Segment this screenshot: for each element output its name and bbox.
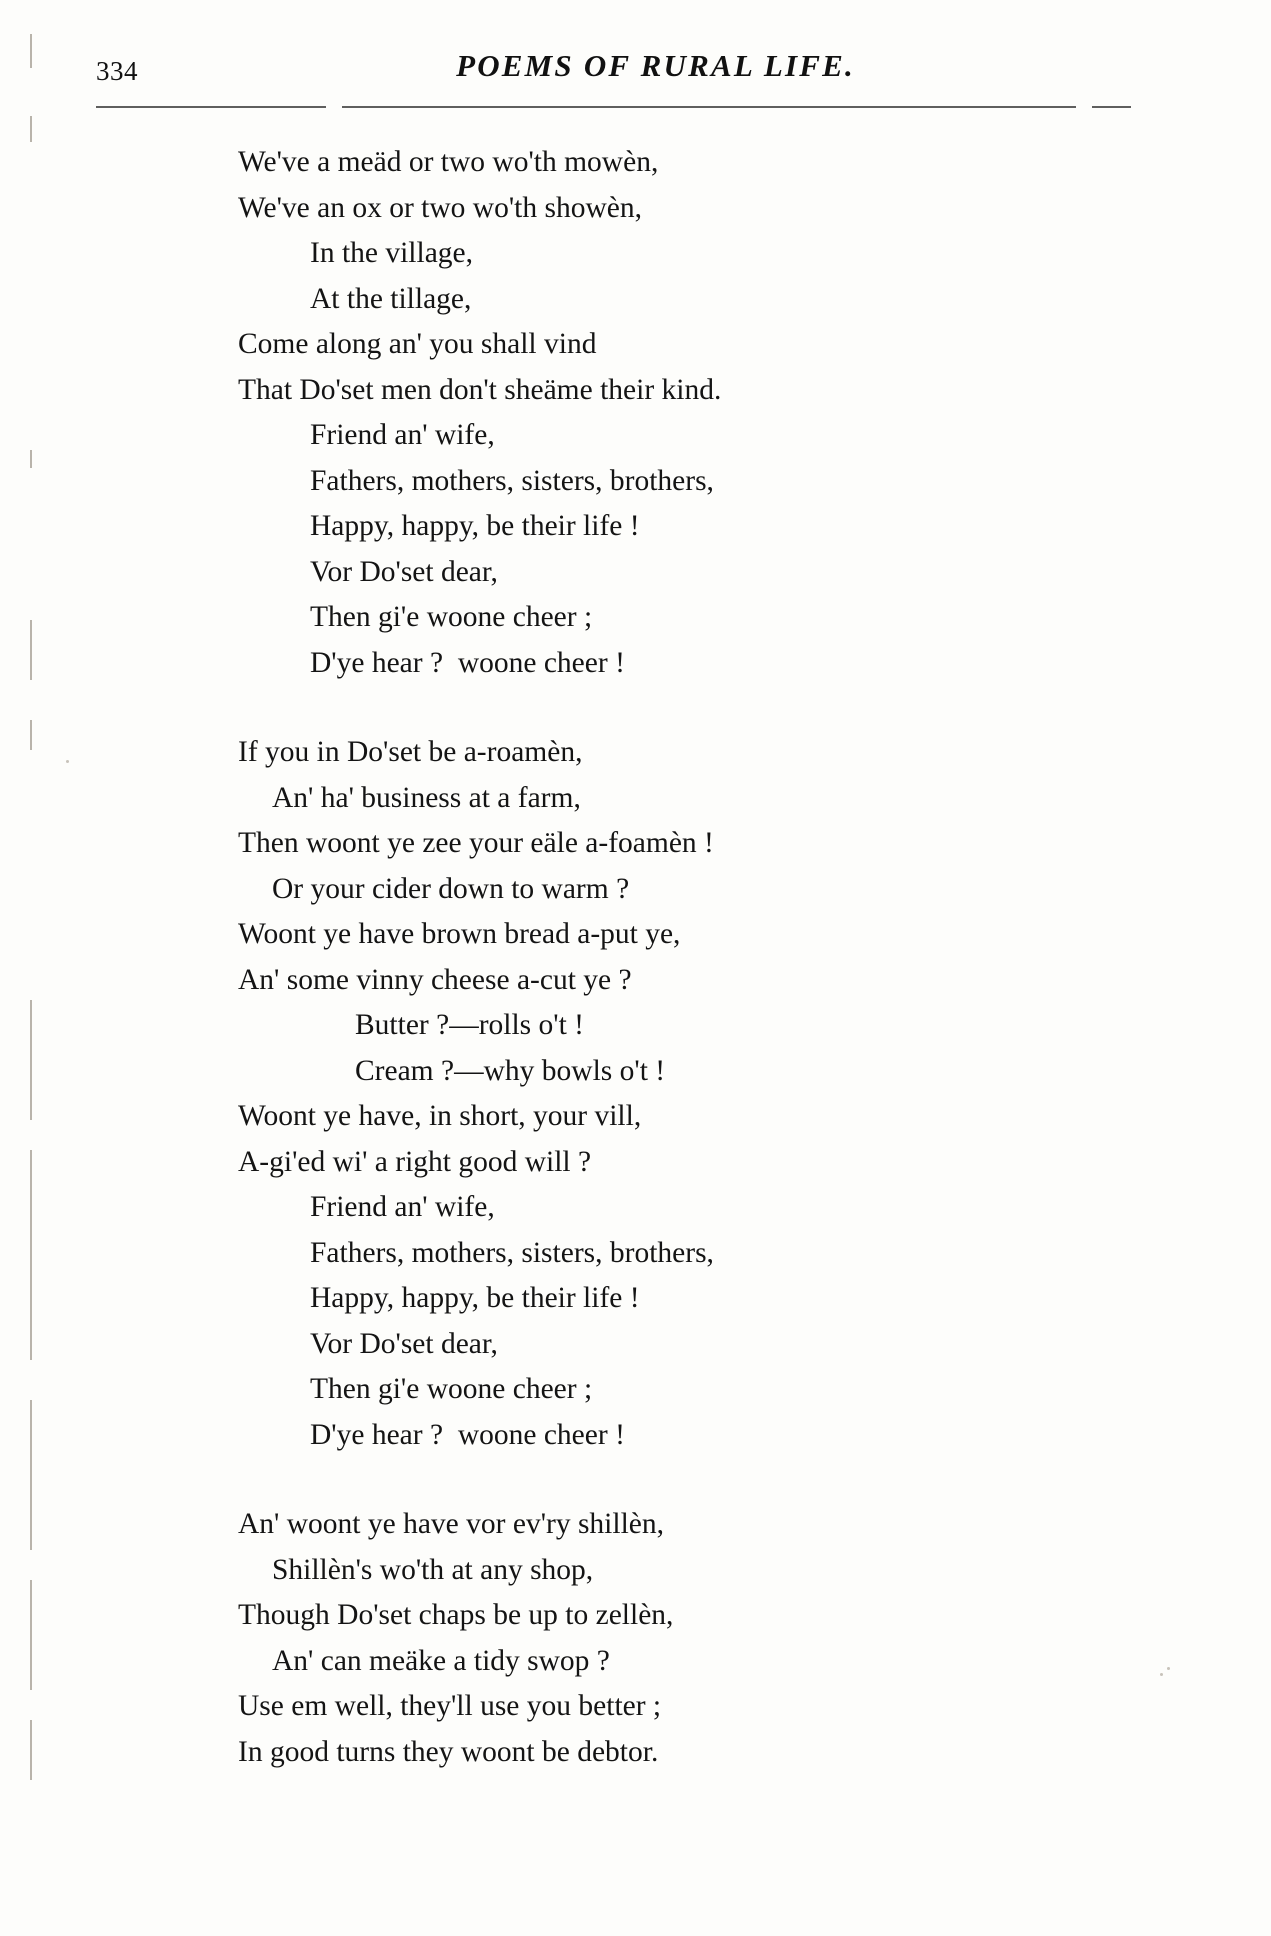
poem-line: An' some vinny cheese a-cut ye ? [238,963,632,996]
header-rule [96,106,1131,108]
poem-line: Fathers, mothers, sisters, brothers, [310,464,714,497]
poem-stanza [0,1502,1271,1775]
poem-line: D'ye hear ? woone cheer ! [310,646,625,679]
poem-line: An' can meäke a tidy swop ? [272,1644,610,1677]
poem-line: Then gi'e woone cheer ; [310,1373,593,1405]
poem-line: Fathers, mothers, sisters, brothers, [310,1236,714,1269]
poem-line: A-gi'ed wi' a right good will ? [238,1145,592,1178]
poem-line: Shillèn's wo'th at any shop, [272,1553,594,1586]
poem-line: D'ye hear ? woone cheer ! [310,1418,625,1451]
poem-line: Then gi'e woone cheer ; [310,601,593,633]
poem-line: Butter ?—rolls o't ! [355,1009,584,1041]
poem-body [0,140,1271,1819]
poem-line: Or your cider down to warm ? [272,872,630,905]
poem-line: Friend an' wife, [310,1191,495,1223]
poem-stanza [0,730,1271,1458]
page-number: 334 [96,56,138,86]
poem-line: An' woont ye have vor ev'ry shillèn, [238,1508,664,1540]
poem-line: Happy, happy, be their life ! [310,1282,640,1314]
poem-line: Vor Do'set dear, [310,555,498,588]
poem-line: If you in Do'set be a-roamèn, [238,736,583,768]
poem-line: We've an ox or two wo'th showèn, [238,191,642,224]
poem-line: We've a meäd or two wo'th mowèn, [238,146,659,178]
poem-line: Come along an' you shall vind [238,328,597,360]
poem-line: Happy, happy, be their life ! [310,510,640,542]
running-head: POEMS OF RURAL LIFE. [456,48,855,83]
poem-line: Vor Do'set dear, [310,1327,498,1360]
poem-line: In good turns they woont be debtor. [238,1735,659,1768]
poem-line: At the tillage, [310,282,472,315]
poem-line: Cream ?—why bowls o't ! [355,1054,666,1087]
poem-stanza [0,140,1271,686]
poem-line: Then woont ye zee your eäle a-foamèn ! [238,827,714,859]
poem-line: Woont ye have, in short, your vill, [238,1100,642,1132]
poem-line: Though Do'set chaps be up to zellèn, [238,1599,674,1631]
poem-line: That Do'set men don't sheäme their kind. [238,373,722,406]
poem-line: Friend an' wife, [310,419,495,451]
poem-line: In the village, [310,237,474,269]
poem-line: Use em well, they'll use you better ; [238,1690,662,1722]
poem-line: Woont ye have brown bread a-put ye, [238,918,681,950]
poem-line: An' ha' business at a farm, [272,781,581,814]
page-header [0,48,1271,96]
